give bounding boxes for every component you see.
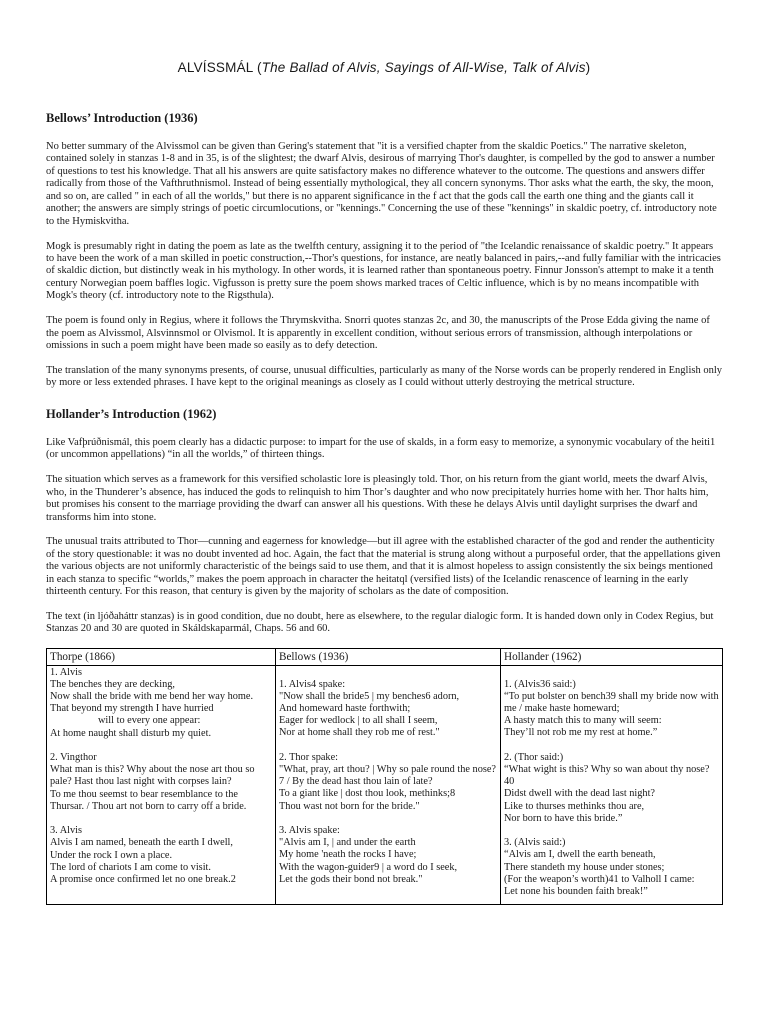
thorpe-stanza-2: 2. Vingthor What man is this? Why about the nose art thou so pale? Hast thou last night with corpses lain? To me thou seemst to bear resemblance to the Thursar. / Thou art not born to carry off a bride. — [50, 751, 255, 812]
column-header-thorpe: Thorpe (1866) — [47, 649, 276, 665]
thorpe-cell — [47, 665, 276, 905]
hollander-cell — [501, 665, 723, 905]
hollander-heading: Hollander’s Introduction (1962) — [46, 406, 217, 421]
page-title — [46, 60, 722, 75]
column-header-bellows: Bellows (1936) — [276, 649, 501, 665]
hollander-paragraph-4: The text (in ljóðaháttr stanzas) is in good condition, due no doubt, here as elsewhere, to the regular dialogic form. It is handed down only in Codex Regius, but Stanzas 20 and 30 are quoted in Skáldskaparmál, Chaps. 56 and 60. — [46, 611, 714, 635]
hollander-paragraph-3: The unusual traits attributed to Thor—cunning and eagerness for knowledge—but ill agree with the established character of the god and render the authenticity of the story questionable: it was no doubt invented ad hoc. Again, the fact that the material is strung along without a purposeful order, that the appellations given the various objects are not uniformly characteristic of the beings said to use them, and that it is almost hopeless to assign consistently the six beings mentioned in each stanza to specific “worlds,” makes the poem approach in character the heitatql (versified lists) of the Icelandic renascence of learning in the early thirteenth century. For this reason, that century is given by the majority of scholars as the date of composition. — [46, 536, 721, 598]
hollander-stanza-2: 2. (Thor said:) “What wight is this? Why so wan about thy nose?40 Didst dwell with the dead last night? Like to thurses methinks thou are, Nor born to have this bride.” — [504, 751, 710, 824]
translation-comparison-table — [46, 648, 723, 905]
thorpe-stanza-1-last-line: At home naught shall disturb my quiet. — [50, 727, 212, 739]
column-header-hollander: Hollander (1962) — [501, 649, 723, 665]
bellows-stanza-2: 2. Thor spake: "What, pray, art thou? | Why so pale round the nose?7 / By the dead hast thou lain of late? To a giant like | dost thou look, methinks;8 Thou wast not born for the bride." — [279, 751, 496, 812]
title-subtitle: The Ballad of Alvis, Sayings of All-Wise, Talk of Alvis — [261, 60, 586, 75]
table-row — [47, 665, 723, 905]
bellows-paragraph-4: The translation of the many synonyms presents, of course, unusual difficulties, particularly as many of the Norse words can be properly rendered in English only by more or less extended phrases. I have kept to the original meanings as closely as I could without utterly destroying the metrical structure. — [46, 364, 723, 389]
bellows-cell — [276, 665, 501, 905]
bellows-stanza-1: 1. Alvis4 spake: "Now shall the bride5 | my benches6 adorn, And homeward haste forthwith; Eager for wedlock | to all shall I seem, Nor at home shall they rob me of rest." — [279, 678, 460, 739]
thorpe-stanza-1: 1. Alvis The benches they are decking, Now shall the bride with me bend her way home. That beyond my strength I have hurried — [50, 666, 254, 715]
bellows-paragraph-1: No better summary of the Alvissmol can be given than Gering's statement that "it is a versified chapter from the skaldic Poetics." The narrative skeleton, contained solely in stanzas 1-8 and in 35, is of the slightest; the dwarf Alvis, desirous of marrying Thor's daughter, is compelled by the god to answer a number of questions to test his knowledge. That all his answers are quite satisfactory makes no difference whatever to the outcome. The questions and answers differ radically from those of the Vafthruthnismol. Instead of being essentially mythological, they all concern synonyms. Thor asks what the earth, the sky, the moon, and so on, are called " in each of all the worlds," but there is no apparent significance in the f act that the gods call the earth one thing and the giants call it another; the answers are simply strings of poetic circumlocutions, or "kennings." Concerning the use of these "kennings" in skaldic poetry, cf. introductory note to the Hymiskvitha. — [46, 141, 717, 227]
document-page — [46, 60, 722, 905]
title-main: ALVÍSSMÁL ( — [177, 60, 262, 75]
thorpe-stanza-3: 3. Alvis Alvis I am named, beneath the earth I dwell, Under the rock I own a place. The lord of chariots I am come to visit. A promise once confirmed let no one break.2 — [50, 825, 236, 885]
table-header-row — [47, 649, 723, 665]
bellows-heading: Bellows’ Introduction (1936) — [46, 111, 198, 125]
hollander-paragraph-1: Like Vafþrúðnismál, this poem clearly has a didactic purpose: to impart for the use of skalds, in a form easy to memorize, a synonymic vocabulary of the heiti1 (or uncommon appellations) “in all the worlds,” of thirteen things. — [46, 436, 716, 461]
hollander-paragraph-2: The situation which serves as a framework for this versified scholastic lore is pleasingly told. Thor, on his return from the giant world, meets the dwarf Alvis, who, in the Thunderer’s absence, has induced the gods to relinquish to him Thor’s daughter and who now precipitately hurries home with her. Thor halts him, but promises his consent to the marriage providing the dwarf can answer all his questions. With these he delays Alvis until daylight surprises the dwarf and transforms him into stone. — [46, 474, 709, 523]
bellows-paragraph-2: Mogk is presumably right in dating the poem as late as the twelfth century, assigning it to the period of "the Icelandic renaissance of skaldic poetry." It appears to have been the work of a man skilled in poetic construction,--Thor's questions, for instance, are neatly balanced in pairs,--and fully familiar with the intricacies of skaldic diction, but distinctly weak in his mythology. In other words, it is learned rather than spontaneous poetry. Finnur Jonsson's attempt to make it a tenth century Norwegian poem baffles logic. Vigfusson is pretty sure the poem shows marked traces of Celtic influence, which is by no means incompatible with Mogk's theory (cf. introductory note to the Rigsthula). — [46, 240, 721, 302]
hollander-stanza-3: 3. (Alvis said:) “Alvis am I, dwell the earth beneath, There standeth my house under stones; (For the weapon’s worth)41 to Valholl I came: Let none his bounden faith break!” — [504, 837, 695, 897]
title-close: ) — [585, 60, 591, 75]
hollander-stanza-1: 1. (Alvis36 said:) “To put bolster on bench39 shall my bride now with me / make haste homeward; A hasty match this to many will seem: They’ll not rob me my rest at home.” — [504, 678, 719, 739]
bellows-paragraph-3: The poem is found only in Regius, where it follows the Thrymskvitha. Snorri quotes stanzas 2c, and 30, the manuscripts of the Prose Edda giving the name of the poem as Alvissmol, Alsvinnsmol or Olvismol. It is apparently in excellent condition, without serious errors of transmission, although interpolations or omissions in such a poem might have been made so easily as to defy detection. — [46, 315, 710, 352]
thorpe-stanza-1-indented-line: will to every one appear: — [98, 715, 201, 727]
bellows-stanza-3: 3. Alvis spake: "Alvis am I, | and under the earth My home 'neath the rocks I have; With the wagon-guider9 | a word do I seek, Let the gods their bond not break." — [279, 824, 458, 885]
